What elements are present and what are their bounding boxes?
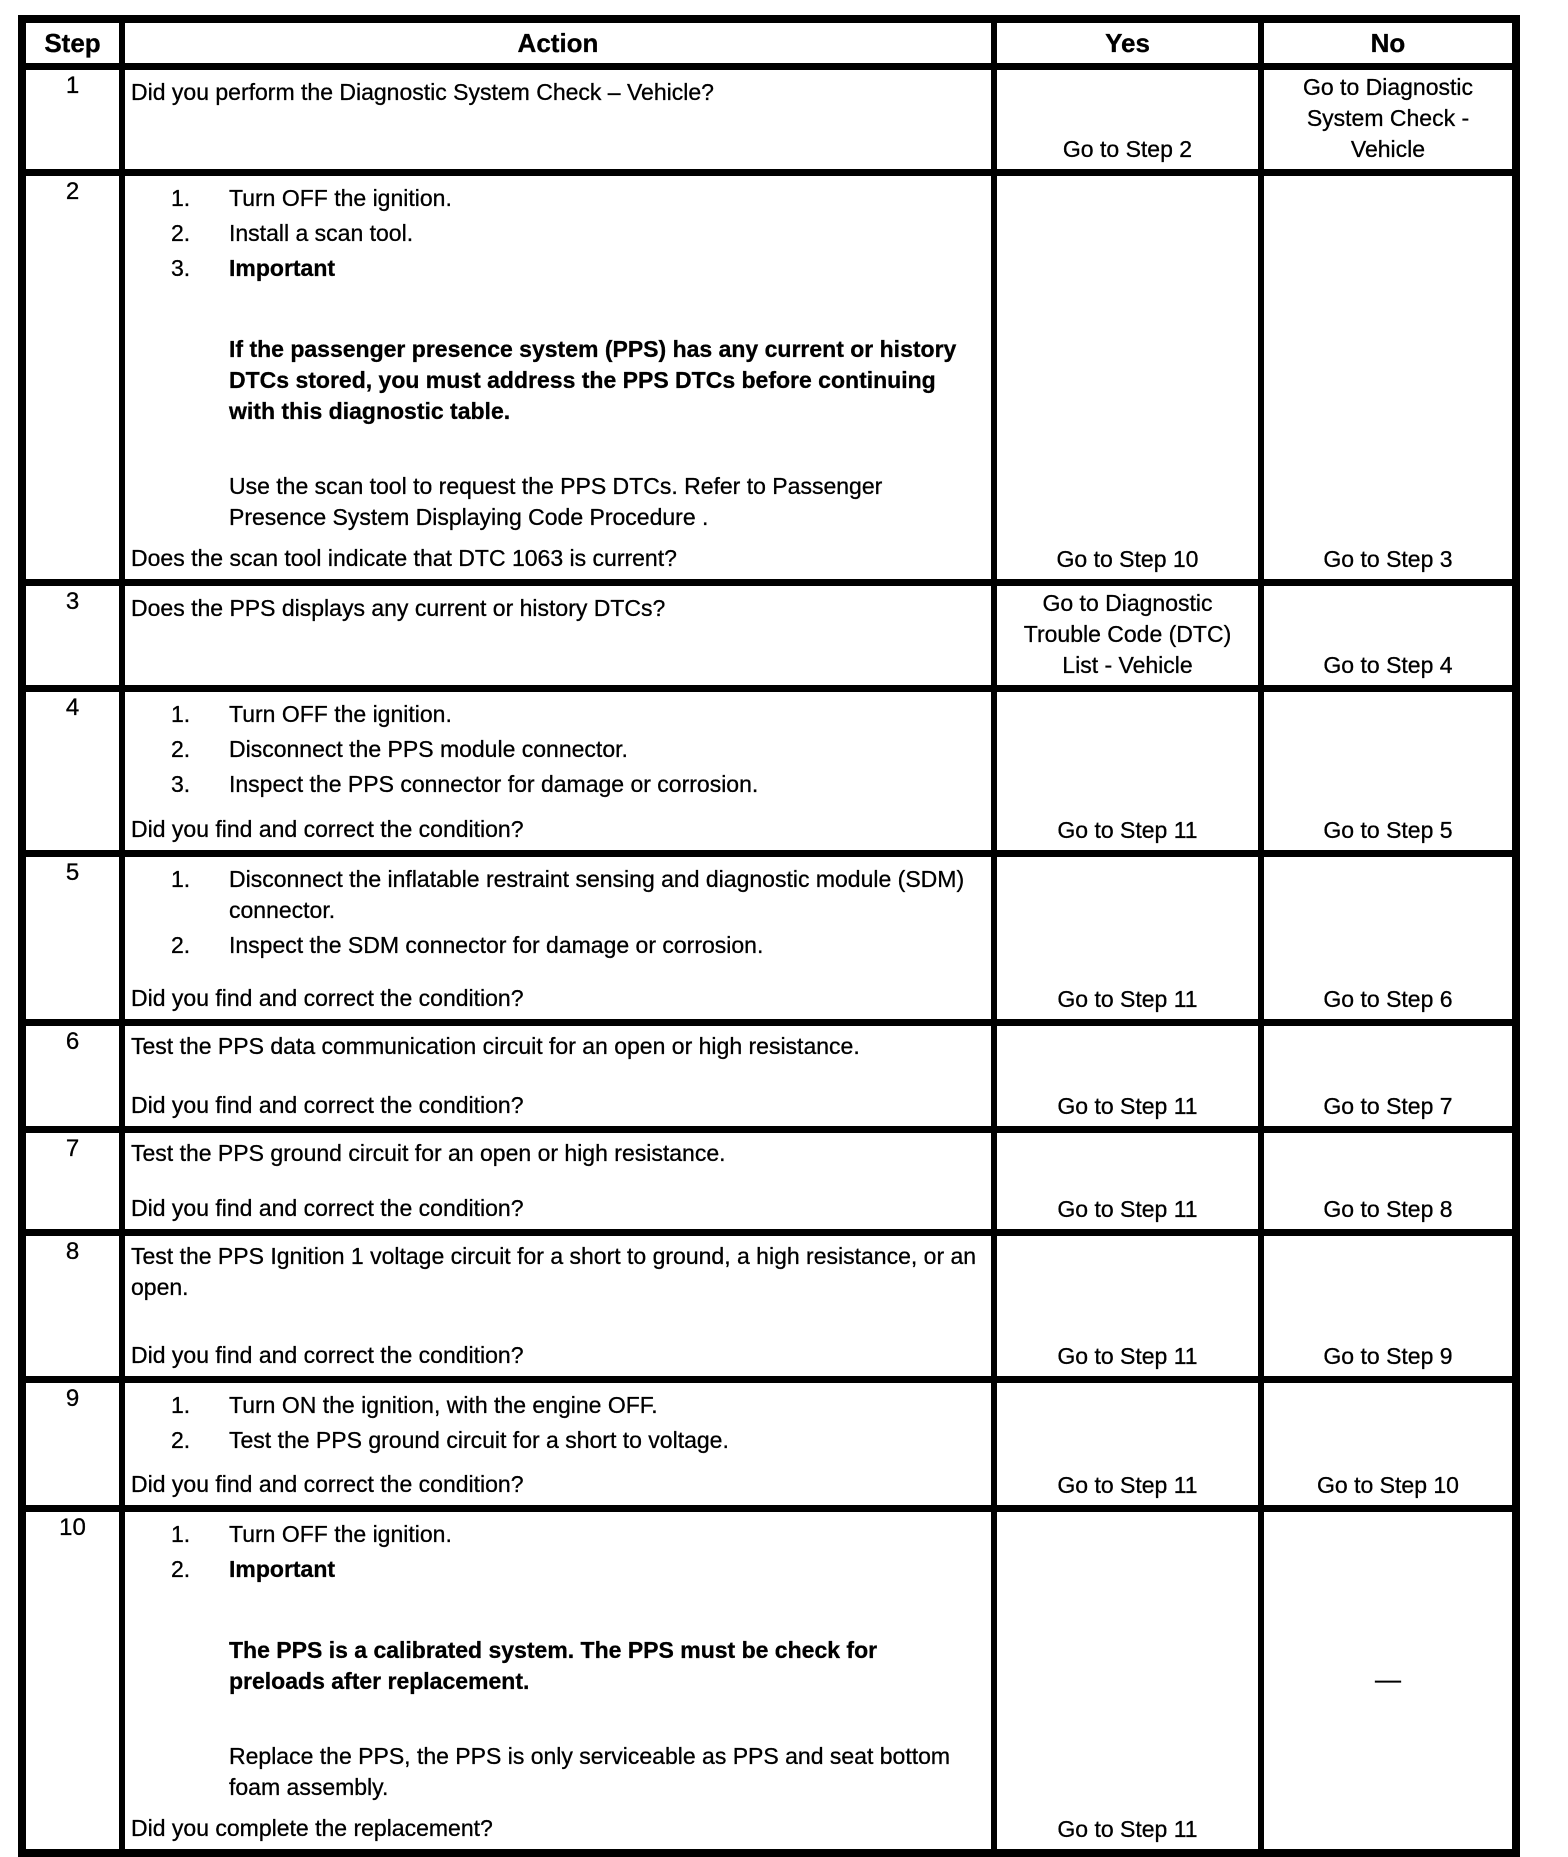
action-text: Test the PPS ground circuit for an open or high resistance. xyxy=(131,1140,726,1166)
no-cell xyxy=(1261,1233,1516,1380)
list-item-text: Important xyxy=(229,1556,336,1582)
no-value: Go to Step 4 xyxy=(1323,652,1453,678)
action-cell xyxy=(122,1233,994,1380)
action-cell xyxy=(122,173,994,583)
no-cell xyxy=(1261,854,1516,1023)
no-value: Go to Step 6 xyxy=(1323,986,1453,1012)
table-row xyxy=(22,67,1516,173)
no-value: Go to Diagnostic System Check - Vehicle xyxy=(1302,74,1474,162)
action-cell xyxy=(122,67,994,173)
yes-value: Go to Step 11 xyxy=(1057,1343,1198,1369)
column-header-yes: Yes xyxy=(994,19,1261,67)
column-header-action: Action xyxy=(122,19,994,67)
step-number: 10 xyxy=(22,1509,122,1854)
action-question: Does the PPS displays any current or history DTCs? xyxy=(131,595,666,621)
list-item-text: Turn OFF the ignition. xyxy=(229,185,452,211)
yes-value: Go to Step 11 xyxy=(1057,986,1198,1012)
list-item-text: Turn OFF the ignition. xyxy=(229,1521,452,1547)
yes-value: Go to Step 11 xyxy=(1057,817,1198,843)
step-number: 7 xyxy=(22,1130,122,1233)
action-question: Does the scan tool indicate that DTC 1063 is current? xyxy=(131,545,677,571)
list-item xyxy=(131,1390,983,1421)
list-item xyxy=(131,1519,983,1550)
yes-cell xyxy=(994,1130,1261,1233)
list-item xyxy=(131,769,983,800)
yes-cell xyxy=(994,854,1261,1023)
column-header-no: No xyxy=(1261,19,1516,67)
no-value: — xyxy=(1375,1664,1401,1694)
step-number: 3 xyxy=(22,583,122,689)
list-item-number: 2. xyxy=(171,736,191,762)
yes-value: Go to Step 10 xyxy=(1056,546,1199,572)
no-cell xyxy=(1261,173,1516,583)
no-value: Go to Step 10 xyxy=(1317,1472,1459,1498)
list-item-text: Inspect the SDM connector for damage or corrosion. xyxy=(229,932,764,958)
yes-cell xyxy=(994,1233,1261,1380)
action-question: Did you complete the replacement? xyxy=(131,1815,493,1841)
list-item xyxy=(131,183,983,214)
yes-value: Go to Step 11 xyxy=(1057,1196,1198,1222)
step-number: 8 xyxy=(22,1233,122,1380)
action-cell xyxy=(122,854,994,1023)
list-item-text: Turn OFF the ignition. xyxy=(229,701,452,727)
list-item-text: Disconnect the inflatable restraint sensing and diagnostic module (SDM) connector. xyxy=(229,866,965,923)
list-item xyxy=(131,218,983,249)
step-number: 2 xyxy=(22,173,122,583)
list-item-text: Turn ON the ignition, with the engine OFF. xyxy=(229,1392,658,1418)
list-item-number: 1. xyxy=(171,866,191,892)
list-item-number: 1. xyxy=(171,701,191,727)
yes-cell xyxy=(994,583,1261,689)
action-note: Use the scan tool to request the PPS DTCs. Refer to Passenger Presence System Displaying Code Procedure . xyxy=(229,473,883,530)
step-number: 9 xyxy=(22,1380,122,1509)
list-item xyxy=(131,930,983,961)
diagnostic-table-page xyxy=(18,15,1520,1857)
table-row xyxy=(22,689,1516,854)
table-row xyxy=(22,173,1516,583)
step-number: 4 xyxy=(22,689,122,854)
list-item xyxy=(131,253,983,284)
no-value: Go to Step 8 xyxy=(1323,1196,1453,1222)
no-value: Go to Step 9 xyxy=(1323,1343,1453,1369)
table-row xyxy=(22,1380,1516,1509)
list-item-text: Install a scan tool. xyxy=(229,220,414,246)
action-question: Did you find and correct the condition? xyxy=(131,1342,524,1368)
table-row xyxy=(22,1233,1516,1380)
list-item-text: Inspect the PPS connector for damage or corrosion. xyxy=(229,771,759,797)
list-item-text: Disconnect the PPS module connector. xyxy=(229,736,628,762)
yes-value: Go to Step 11 xyxy=(1057,1472,1198,1498)
list-item-number: 2. xyxy=(171,1556,191,1582)
action-text: Test the PPS Ignition 1 voltage circuit for a short to ground, a high resistance, or an open. xyxy=(131,1243,977,1300)
diagnostic-table xyxy=(18,15,1520,1857)
list-item-number: 3. xyxy=(171,771,191,797)
yes-value: Go to Diagnostic Trouble Code (DTC) List - Vehicle xyxy=(1023,590,1232,678)
no-cell xyxy=(1261,583,1516,689)
action-question: Did you find and correct the condition? xyxy=(131,1195,524,1221)
action-question: Did you find and correct the condition? xyxy=(131,1471,524,1497)
table-row xyxy=(22,1509,1516,1854)
list-item-number: 2. xyxy=(171,1427,191,1453)
list-item-text: Important xyxy=(229,255,336,281)
header-row xyxy=(22,19,1516,67)
yes-cell xyxy=(994,1380,1261,1509)
table-row xyxy=(22,854,1516,1023)
step-number: 1 xyxy=(22,67,122,173)
action-question: Did you find and correct the condition? xyxy=(131,985,524,1011)
action-question: Did you find and correct the condition? xyxy=(131,816,524,842)
yes-value: Go to Step 11 xyxy=(1057,1816,1198,1842)
list-item-number: 1. xyxy=(171,1521,191,1547)
action-cell xyxy=(122,1509,994,1854)
table-row xyxy=(22,1130,1516,1233)
table-row xyxy=(22,1023,1516,1130)
list-item-number: 2. xyxy=(171,932,191,958)
yes-value: Go to Step 2 xyxy=(1062,136,1193,162)
no-value: Go to Step 5 xyxy=(1323,817,1453,843)
action-important-note: If the passenger presence system (PPS) has any current or history DTCs stored, you must address the PPS DTCs before continuing with this diagnostic table. xyxy=(229,336,957,424)
column-header-step: Step xyxy=(22,19,122,67)
no-value: Go to Step 3 xyxy=(1323,546,1453,572)
action-note: Replace the PPS, the PPS is only serviceable as PPS and seat bottom foam assembly. xyxy=(229,1743,951,1800)
list-item-number: 1. xyxy=(171,185,191,211)
no-cell xyxy=(1261,1130,1516,1233)
action-cell xyxy=(122,1380,994,1509)
action-cell xyxy=(122,1023,994,1130)
step-number: 6 xyxy=(22,1023,122,1130)
list-item xyxy=(131,1425,983,1456)
yes-cell xyxy=(994,173,1261,583)
list-item-number: 3. xyxy=(171,255,191,281)
no-cell xyxy=(1261,67,1516,173)
action-cell xyxy=(122,583,994,689)
table-row xyxy=(22,583,1516,689)
no-cell xyxy=(1261,1509,1516,1854)
step-number: 5 xyxy=(22,854,122,1023)
yes-value: Go to Step 11 xyxy=(1057,1093,1198,1119)
list-item xyxy=(131,734,983,765)
no-cell xyxy=(1261,1023,1516,1130)
no-cell xyxy=(1261,1380,1516,1509)
yes-cell xyxy=(994,689,1261,854)
yes-cell xyxy=(994,1023,1261,1130)
list-item-text: Test the PPS ground circuit for a short to voltage. xyxy=(229,1427,729,1453)
yes-cell xyxy=(994,67,1261,173)
action-important-note: The PPS is a calibrated system. The PPS must be check for preloads after replacement. xyxy=(229,1637,878,1694)
no-cell xyxy=(1261,689,1516,854)
list-item xyxy=(131,864,983,926)
list-item xyxy=(131,1554,983,1585)
list-item-number: 2. xyxy=(171,220,191,246)
yes-cell xyxy=(994,1509,1261,1854)
no-value: Go to Step 7 xyxy=(1323,1093,1453,1119)
action-text: Test the PPS data communication circuit for an open or high resistance. xyxy=(131,1033,860,1059)
action-cell xyxy=(122,1130,994,1233)
action-question: Did you perform the Diagnostic System Check – Vehicle? xyxy=(131,79,714,105)
action-question: Did you find and correct the condition? xyxy=(131,1092,524,1118)
action-cell xyxy=(122,689,994,854)
list-item xyxy=(131,699,983,730)
list-item-number: 1. xyxy=(171,1392,191,1418)
